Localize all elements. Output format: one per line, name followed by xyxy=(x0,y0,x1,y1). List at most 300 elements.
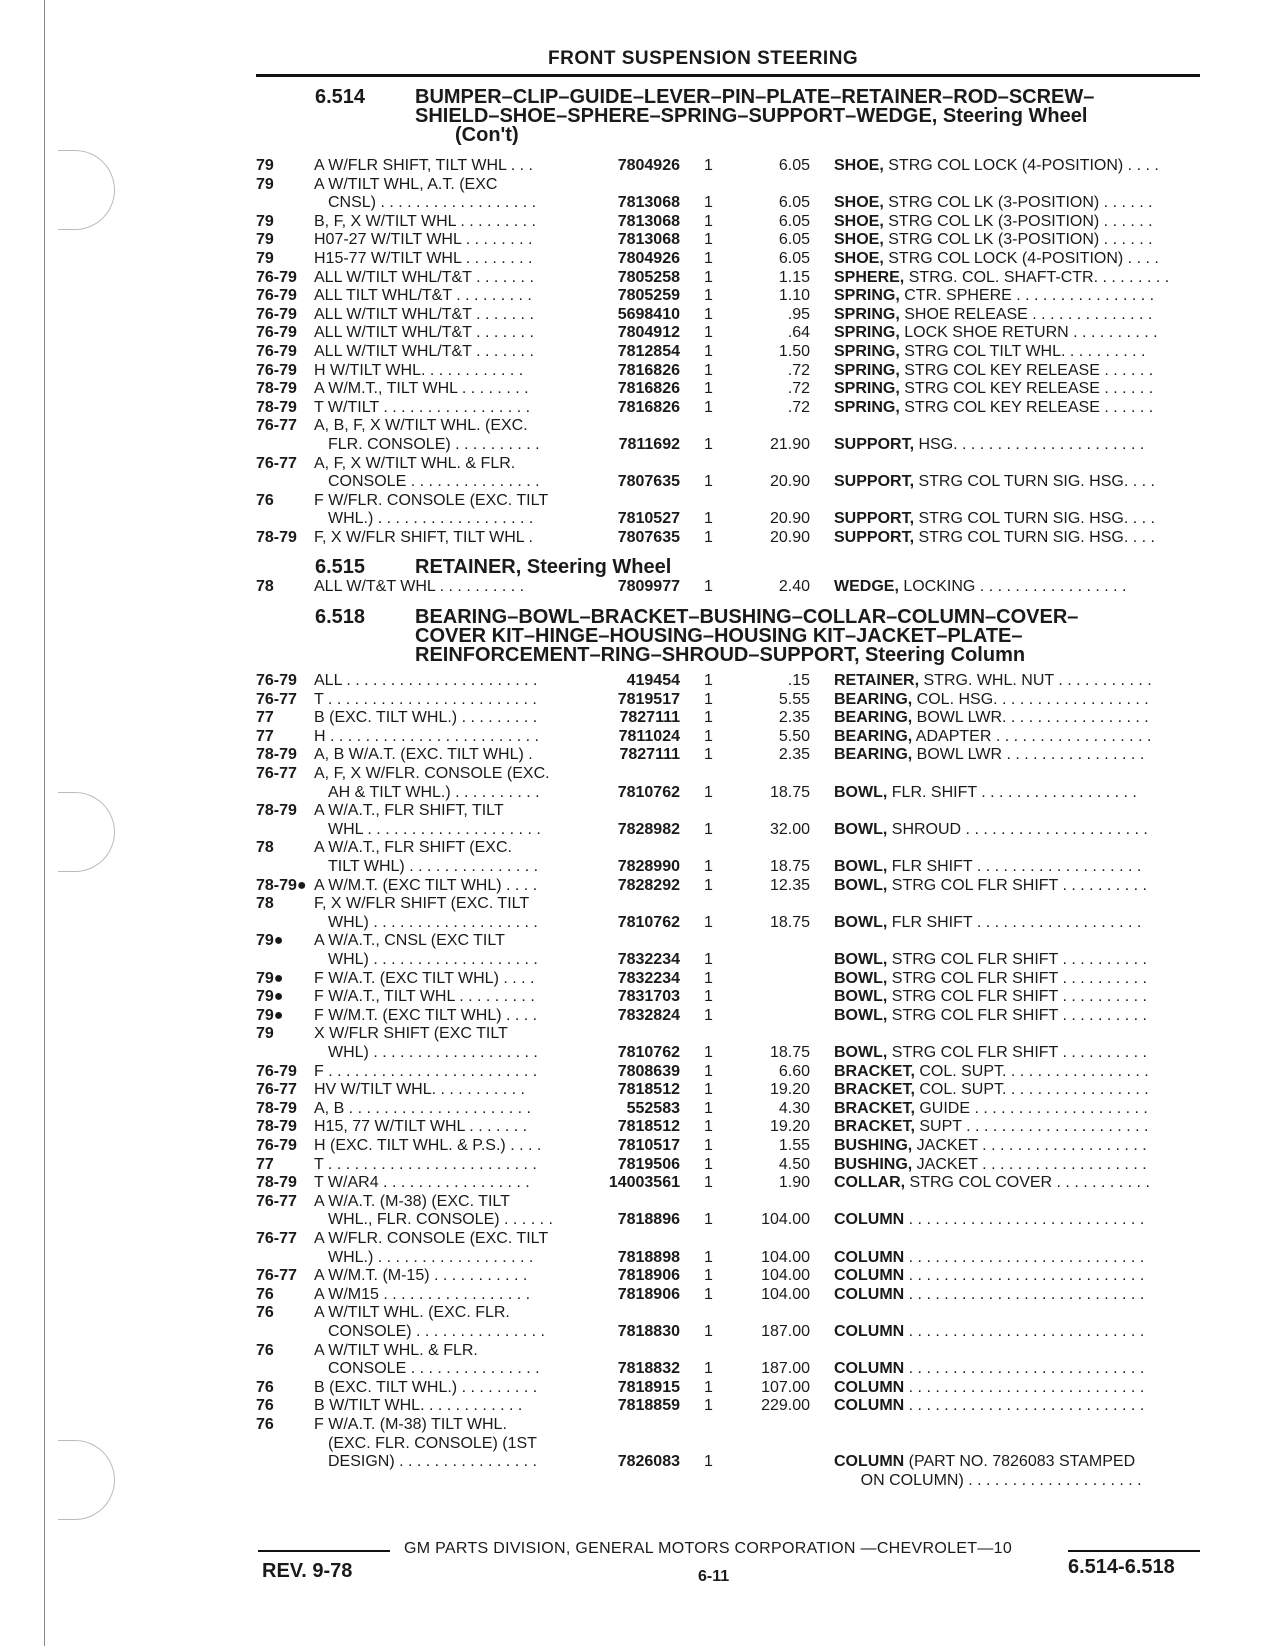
table-row xyxy=(0,1080,1280,1099)
part-name-detail: LOCKING . . . . . . . . . . . . . . . . . xyxy=(898,578,1127,595)
quantity: 1 xyxy=(704,1137,713,1154)
application-desc: WHL.) . . . . . . . . . . . . . . . . . . xyxy=(328,510,534,528)
part-name xyxy=(834,1322,1204,1341)
table-row xyxy=(0,1434,1280,1453)
table-row xyxy=(0,894,1280,913)
section-title xyxy=(415,558,1175,577)
model-years: 76-79 xyxy=(256,268,297,286)
part-number: 7828990 xyxy=(617,858,680,875)
part-name-detail: . . . . . . . . . . . . . . . . . . . . . . . . . . . xyxy=(904,1211,1145,1229)
price: 19.20 xyxy=(769,1081,810,1099)
part-name xyxy=(834,969,1204,988)
quantity: 1 xyxy=(704,343,713,360)
part-name-key: SHOE, xyxy=(834,157,884,174)
part-name xyxy=(834,286,1204,305)
quantity: 1 xyxy=(704,820,713,838)
table-row xyxy=(0,820,1280,839)
part-name-key: SHOE, xyxy=(834,231,884,249)
part-name xyxy=(834,745,1204,764)
quantity: 1 xyxy=(704,951,713,968)
part-name xyxy=(834,987,1204,1006)
price: 5.55 xyxy=(778,690,810,708)
part-number: 7816826 xyxy=(617,398,680,416)
table-row xyxy=(0,671,1280,690)
table-row xyxy=(0,1192,1280,1211)
price: 18.75 xyxy=(769,1044,810,1061)
application-desc: T . . . . . . . . . . . . . . . . . . . . . . . . xyxy=(314,690,537,708)
part-name xyxy=(834,1210,1204,1229)
application-desc: F W/M.T. (EXC TILT WHL) . . . . xyxy=(314,1006,538,1024)
part-number: 7818898 xyxy=(617,1248,680,1266)
model-years: 78-79 xyxy=(256,398,297,416)
part-name xyxy=(834,1359,1204,1378)
quantity: 1 xyxy=(704,287,713,305)
part-name xyxy=(834,472,1204,491)
quantity: 1 xyxy=(704,1211,713,1229)
model-years: 76-77 xyxy=(256,454,297,472)
model-years: 78-79 xyxy=(256,529,297,546)
part-name-detail: HSG. . . . . . . . . . . . . . . . . . . . . . xyxy=(914,436,1145,453)
application-desc: H07-27 W/TILT WHL . . . . . . . . xyxy=(314,231,533,249)
table-row xyxy=(0,509,1280,528)
model-years: 78-79 xyxy=(256,1118,297,1136)
quantity: 1 xyxy=(704,969,713,987)
price: 4.30 xyxy=(778,1099,810,1117)
price: 6.05 xyxy=(778,157,810,174)
table-row xyxy=(0,577,1280,596)
part-name-key: COLUMN xyxy=(834,1453,905,1471)
part-number: 7818832 xyxy=(617,1360,680,1378)
table-row xyxy=(0,361,1280,380)
price: 20.90 xyxy=(769,510,810,528)
price: 6.05 xyxy=(778,194,810,212)
part-number: 7810762 xyxy=(617,1044,680,1061)
model-years: 78-79 xyxy=(256,746,297,764)
table-row xyxy=(0,472,1280,491)
application-desc: A, B, F, X W/TILT WHL. (EXC. xyxy=(314,417,528,435)
part-number: 7812854 xyxy=(617,343,680,360)
part-number: 7813068 xyxy=(617,231,680,249)
part-number: 7807635 xyxy=(617,473,680,491)
quantity: 1 xyxy=(704,1267,713,1285)
section-title-line: RETAINER, Steering Wheel xyxy=(415,556,672,578)
footer-rule-left xyxy=(258,1550,390,1552)
price: 19.20 xyxy=(769,1118,810,1136)
table-row xyxy=(0,249,1280,268)
table-row xyxy=(0,950,1280,969)
application-desc: FLR. CONSOLE) . . . . . . . . . . xyxy=(328,436,540,453)
model-years: 76 xyxy=(256,1397,274,1415)
part-name-key: BOWL, xyxy=(834,969,888,987)
price: 32.00 xyxy=(769,820,810,838)
quantity: 1 xyxy=(704,988,713,1006)
part-name-detail: STRG COL KEY RELEASE . . . . . . xyxy=(899,398,1154,416)
part-name xyxy=(834,1248,1204,1267)
part-name-key: COLUMN xyxy=(834,1267,905,1285)
table-row xyxy=(0,305,1280,324)
price: 104.00 xyxy=(761,1248,810,1266)
application-desc: ALL . . . . . . . . . . . . . . . . . . . . . . xyxy=(314,672,538,689)
part-name-detail: STRG COL TURN SIG. HSG. . . . xyxy=(914,510,1155,528)
part-name-key: COLUMN xyxy=(834,1285,905,1303)
price: 1.10 xyxy=(778,287,810,305)
part-number: 7818859 xyxy=(617,1397,680,1415)
price: .72 xyxy=(787,361,810,379)
table-row xyxy=(0,212,1280,231)
table-row xyxy=(0,286,1280,305)
part-number: 7816826 xyxy=(617,361,680,379)
price: .72 xyxy=(787,398,810,416)
application-desc: CONSOLE . . . . . . . . . . . . . . . xyxy=(328,1360,540,1378)
quantity: 1 xyxy=(704,231,713,249)
part-number: 7818830 xyxy=(617,1323,680,1340)
part-number: 7810762 xyxy=(617,783,680,801)
price: 1.55 xyxy=(778,1137,810,1154)
part-number: 552583 xyxy=(626,1099,680,1117)
part-name xyxy=(834,1266,1204,1285)
application-desc: AH & TILT WHL.) . . . . . . . . . . xyxy=(328,783,540,801)
part-number: 7828982 xyxy=(617,820,680,838)
part-name xyxy=(834,509,1204,528)
part-name xyxy=(834,1062,1204,1081)
application-desc: H (EXC. TILT WHL. & P.S.) . . . . xyxy=(314,1137,542,1154)
part-number: 7826083 xyxy=(617,1453,680,1471)
part-name-key: SPRING, xyxy=(834,398,900,416)
part-name xyxy=(834,1117,1204,1136)
model-years: 76 xyxy=(256,1304,274,1322)
model-years: 78-79 xyxy=(256,1099,297,1117)
part-name-key: BOWL, xyxy=(834,858,888,875)
application-desc: A, B . . . . . . . . . . . . . . . . . . . . . xyxy=(314,1099,531,1117)
quantity: 1 xyxy=(704,578,713,595)
part-number: 7810527 xyxy=(617,510,680,528)
price: 20.90 xyxy=(769,473,810,491)
application-desc: A W/M.T. (M-15) . . . . . . . . . . . xyxy=(314,1267,528,1285)
model-years: 76-79 xyxy=(256,343,297,360)
part-number: 7811692 xyxy=(618,436,680,453)
quantity: 1 xyxy=(704,212,713,230)
application-desc: WHL) . . . . . . . . . . . . . . . . . . . xyxy=(328,1044,538,1061)
table-row xyxy=(0,1117,1280,1136)
part-name-detail: FLR SHIFT . . . . . . . . . . . . . . . . . . . xyxy=(887,913,1142,931)
price: 104.00 xyxy=(761,1267,810,1285)
price: 1.90 xyxy=(778,1174,810,1192)
quantity: 1 xyxy=(704,1044,713,1061)
part-name-key: BOWL, xyxy=(834,1006,888,1024)
part-name-key: BOWL, xyxy=(834,876,888,894)
part-name-key: SUPPORT, xyxy=(834,473,915,491)
part-name-key: COLUMN xyxy=(834,1397,905,1415)
application-desc: T W/TILT . . . . . . . . . . . . . . . . . xyxy=(314,398,531,416)
section-number: 6.514 xyxy=(315,86,366,108)
part-name xyxy=(834,820,1204,839)
application-desc: A W/FLR. CONSOLE (EXC. TILT xyxy=(314,1230,549,1247)
part-name-detail: STRG COL TURN SIG. HSG. . . . xyxy=(914,473,1155,491)
section-number: 6.515 xyxy=(315,556,366,578)
part-name-key: SUPPORT, xyxy=(834,529,915,546)
part-name xyxy=(834,379,1204,398)
part-name-detail: COL. SUPT. . . . . . . . . . . . . . . . . xyxy=(914,1081,1149,1099)
application-desc: CONSOLE . . . . . . . . . . . . . . . xyxy=(328,473,540,491)
part-name xyxy=(834,1155,1204,1174)
application-desc: ALL W/TILT WHL/T&T . . . . . . . xyxy=(314,343,534,360)
model-years: 76-77 xyxy=(256,1081,297,1099)
quantity: 1 xyxy=(704,727,713,745)
part-name-detail: . . . . . . . . . . . . . . . . . . . . . . . . . . . xyxy=(904,1323,1145,1340)
part-name-detail: COL. SUPT. . . . . . . . . . . . . . . . . xyxy=(914,1062,1149,1080)
application-desc: A, B W/A.T. (EXC. TILT WHL) . xyxy=(314,746,533,764)
section-range: 6.514-6.518 xyxy=(1068,1556,1175,1578)
part-name xyxy=(834,268,1204,287)
header-rule xyxy=(256,74,1200,77)
quantity: 1 xyxy=(704,529,713,546)
part-name-detail: . . . . . . . . . . . . . . . . . . . . . . . . . . . xyxy=(904,1378,1145,1396)
part-name-key: SPRING, xyxy=(834,305,900,323)
price: 187.00 xyxy=(761,1360,810,1378)
quantity: 1 xyxy=(704,1062,713,1080)
part-number: 7808639 xyxy=(617,1062,680,1080)
part-name-key: COLUMN xyxy=(834,1248,905,1266)
table-row xyxy=(0,764,1280,783)
part-name-key: SHOE, xyxy=(834,250,884,267)
price: 20.90 xyxy=(769,529,810,546)
quantity: 1 xyxy=(704,858,713,875)
application-desc: WHL) . . . . . . . . . . . . . . . . . . . xyxy=(328,913,538,931)
part-name xyxy=(834,1285,1204,1304)
application-desc: ALL W/T&T WHL . . . . . . . . . . xyxy=(314,578,525,595)
part-name-detail: CTR. SPHERE . . . . . . . . . . . . . . . . xyxy=(899,287,1155,305)
application-desc: A W/TILT WHL, A.T. (EXC xyxy=(314,175,498,193)
application-desc: CONSOLE) . . . . . . . . . . . . . . . xyxy=(328,1323,545,1340)
part-name-detail: STRG COL FLR SHIFT . . . . . . . . . . xyxy=(887,1044,1147,1061)
part-name-detail: STRG COL TILT WHL. . . . . . . . . . xyxy=(899,343,1146,360)
price: 12.35 xyxy=(769,876,810,894)
part-name xyxy=(834,212,1204,231)
table-row xyxy=(0,1006,1280,1025)
part-name-detail: . . . . . . . . . . . . . . . . . . . . . . . . . . . xyxy=(904,1267,1145,1285)
application-desc: ALL W/TILT WHL/T&T . . . . . . . xyxy=(314,305,534,323)
model-years: 77 xyxy=(256,1155,274,1173)
part-name xyxy=(834,528,1204,547)
application-desc: B W/TILT WHL. . . . . . . . . . . . xyxy=(314,1397,523,1415)
part-name-key: SPRING, xyxy=(834,343,900,360)
price: 18.75 xyxy=(769,783,810,801)
part-name-detail: STRG COL LK (3-POSITION) . . . . . . xyxy=(883,194,1153,212)
section-title-line: BEARING–BOWL–BRACKET–BUSHING–COLLAR–COLUMN–COVER– xyxy=(415,606,1079,628)
table-row xyxy=(0,268,1280,287)
quantity: 1 xyxy=(704,157,713,174)
section-number: 6.518 xyxy=(315,606,366,628)
part-number: 7818896 xyxy=(617,1211,680,1229)
model-years: 76-79 xyxy=(256,361,297,379)
part-number: 7813068 xyxy=(617,194,680,212)
part-number: 7809977 xyxy=(617,578,680,595)
price: 1.15 xyxy=(778,268,810,286)
model-years: 79● xyxy=(256,1006,284,1024)
table-row xyxy=(0,857,1280,876)
footer-rule-right xyxy=(1068,1550,1200,1552)
part-name-key: COLLAR, xyxy=(834,1174,906,1192)
table-row xyxy=(0,876,1280,895)
part-name-key: COLUMN xyxy=(834,1360,905,1378)
application-desc: F . . . . . . . . . . . . . . . . . . . . . . . . xyxy=(314,1062,538,1080)
model-years: 76 xyxy=(256,1416,274,1433)
model-years: 79 xyxy=(256,250,274,267)
model-years: 78 xyxy=(256,578,274,595)
part-name xyxy=(834,857,1204,876)
part-name xyxy=(834,913,1204,932)
table-row xyxy=(0,783,1280,802)
table-row xyxy=(0,1173,1280,1192)
part-name-key: BRACKET, xyxy=(834,1118,915,1136)
section-title-line: COVER KIT–HINGE–HOUSING–HOUSING KIT–JACKET–PLATE– xyxy=(415,625,1023,647)
model-years: 79 xyxy=(256,175,274,193)
part-name-key: BOWL, xyxy=(834,951,888,968)
application-desc: WHL . . . . . . . . . . . . . . . . . . . . xyxy=(328,820,541,838)
price: 21.90 xyxy=(769,436,810,453)
model-years: 76-79 xyxy=(256,324,297,342)
price: 229.00 xyxy=(761,1397,810,1415)
table-row xyxy=(0,528,1280,547)
application-desc: T W/AR4 . . . . . . . . . . . . . . . . . xyxy=(314,1174,530,1192)
part-name xyxy=(834,230,1204,249)
price: 18.75 xyxy=(769,858,810,875)
part-name-key: BRACKET, xyxy=(834,1062,915,1080)
price: 1.50 xyxy=(778,343,810,360)
quantity: 1 xyxy=(704,783,713,801)
model-years: 78-79● xyxy=(256,876,307,894)
part-number: 7827111 xyxy=(619,709,680,727)
part-name-detail: STRG COL FLR SHIFT . . . . . . . . . . xyxy=(887,1006,1147,1024)
model-years: 76-77 xyxy=(256,1230,297,1247)
application-desc: A W/TILT WHL. & FLR. xyxy=(314,1341,478,1359)
part-name-detail: ADAPTER . . . . . . . . . . . . . . . . . . xyxy=(912,727,1152,745)
part-number: 7827111 xyxy=(619,746,680,764)
model-years: 76 xyxy=(256,491,274,509)
table-row xyxy=(0,1266,1280,1285)
part-name-key: RETAINER, xyxy=(834,672,920,689)
quantity: 1 xyxy=(704,324,713,342)
section-title-line: SHIELD–SHOE–SPHERE–SPRING–SUPPORT–WEDGE, Steering Wheel xyxy=(415,105,1088,127)
quantity: 1 xyxy=(704,1453,713,1471)
part-name-detail: STRG COL COVER . . . . . . . . . . . xyxy=(905,1174,1150,1192)
table-row xyxy=(0,398,1280,417)
table-row xyxy=(0,193,1280,212)
quantity: 1 xyxy=(704,746,713,764)
section-title xyxy=(415,88,1175,145)
quantity: 1 xyxy=(704,436,713,453)
model-years: 79● xyxy=(256,969,284,987)
part-name-detail: STRG COL FLR SHIFT . . . . . . . . . . xyxy=(887,969,1147,987)
part-number: 7818906 xyxy=(617,1267,680,1285)
part-name xyxy=(834,1173,1204,1192)
table-row xyxy=(0,727,1280,746)
application-desc: (EXC. FLR. CONSOLE) (1ST xyxy=(328,1434,537,1452)
model-years: 79 xyxy=(256,1025,274,1043)
price: .64 xyxy=(787,324,810,342)
part-name-detail: BOWL LWR . . . . . . . . . . . . . . . . xyxy=(912,746,1145,764)
table-row xyxy=(0,708,1280,727)
model-years: 78 xyxy=(256,895,274,913)
model-years: 76-79 xyxy=(256,305,297,323)
application-desc: HV W/TILT WHL. . . . . . . . . . . xyxy=(314,1081,525,1099)
part-name-detail: FLR. SHIFT . . . . . . . . . . . . . . . . . . xyxy=(887,783,1137,801)
part-name xyxy=(834,1080,1204,1099)
part-name xyxy=(834,398,1204,417)
price: 2.35 xyxy=(778,746,810,764)
part-name-detail: JACKET . . . . . . . . . . . . . . . . . . . xyxy=(912,1137,1147,1154)
quantity: 1 xyxy=(704,913,713,931)
part-name-key: COLUMN xyxy=(834,1323,905,1340)
table-row xyxy=(0,1322,1280,1341)
table-row xyxy=(0,1062,1280,1081)
part-name xyxy=(834,1471,1204,1490)
application-desc: H15-77 W/TILT WHL . . . . . . . . xyxy=(314,250,533,267)
quantity: 1 xyxy=(704,305,713,323)
part-number: 7805258 xyxy=(617,268,680,286)
application-desc: A, F, X W/TILT WHL. & FLR. xyxy=(314,454,516,472)
part-number: 7813068 xyxy=(617,212,680,230)
part-name-detail: JACKET . . . . . . . . . . . . . . . . . . . xyxy=(912,1155,1147,1173)
model-years: 76-79 xyxy=(256,672,297,689)
model-years: 76 xyxy=(256,1378,274,1396)
application-desc: H15, 77 W/TILT WHL . . . . . . . xyxy=(314,1118,528,1136)
model-years: 76-77 xyxy=(256,765,297,782)
model-years: 77 xyxy=(256,709,274,727)
table-row xyxy=(0,1229,1280,1248)
table-row xyxy=(0,801,1280,820)
table-row xyxy=(0,379,1280,398)
part-name-detail: STRG COL KEY RELEASE . . . . . . xyxy=(899,380,1154,398)
table-row xyxy=(0,1155,1280,1174)
price: 6.60 xyxy=(778,1062,810,1080)
table-row xyxy=(0,838,1280,857)
quantity: 1 xyxy=(704,1099,713,1117)
part-name xyxy=(834,1136,1204,1155)
model-years: 78-79 xyxy=(256,380,297,398)
part-number: 14003561 xyxy=(608,1174,680,1192)
quantity: 1 xyxy=(704,1378,713,1396)
part-name xyxy=(834,708,1204,727)
application-desc: A W/A.T., FLR SHIFT, TILT xyxy=(314,802,504,820)
part-name-detail: SUPT . . . . . . . . . . . . . . . . . . . . . xyxy=(914,1118,1149,1136)
model-years: 76 xyxy=(256,1285,274,1303)
part-name-detail: GUIDE . . . . . . . . . . . . . . . . . . . . xyxy=(914,1099,1148,1117)
table-row xyxy=(0,1210,1280,1229)
section-title xyxy=(415,608,1175,665)
part-number: 7832824 xyxy=(617,1006,680,1024)
application-desc: ALL W/TILT WHL/T&T . . . . . . . xyxy=(314,324,534,342)
part-name-detail: STRG COL LOCK (4-POSITION) . . . . xyxy=(883,157,1159,174)
part-number: 7807635 xyxy=(617,529,680,546)
part-name xyxy=(834,1378,1204,1397)
part-name-key: BRACKET, xyxy=(834,1081,915,1099)
quantity: 1 xyxy=(704,1006,713,1024)
table-row xyxy=(0,1378,1280,1397)
part-name-key: COLUMN xyxy=(834,1211,905,1229)
section-title-line: (Con't) xyxy=(455,124,519,146)
application-desc: H . . . . . . . . . . . . . . . . . . . . . . . . xyxy=(314,727,539,745)
table-row xyxy=(0,454,1280,473)
part-name-key: BUSHING, xyxy=(834,1137,913,1154)
price: 187.00 xyxy=(761,1323,810,1340)
model-years: 76-79 xyxy=(256,287,297,305)
application-desc: A W/TILT WHL. (EXC. FLR. xyxy=(314,1304,510,1322)
quantity: 1 xyxy=(704,1174,713,1192)
table-row xyxy=(0,1471,1280,1490)
application-desc: WHL) . . . . . . . . . . . . . . . . . . . xyxy=(328,951,538,968)
part-name xyxy=(834,1452,1204,1471)
